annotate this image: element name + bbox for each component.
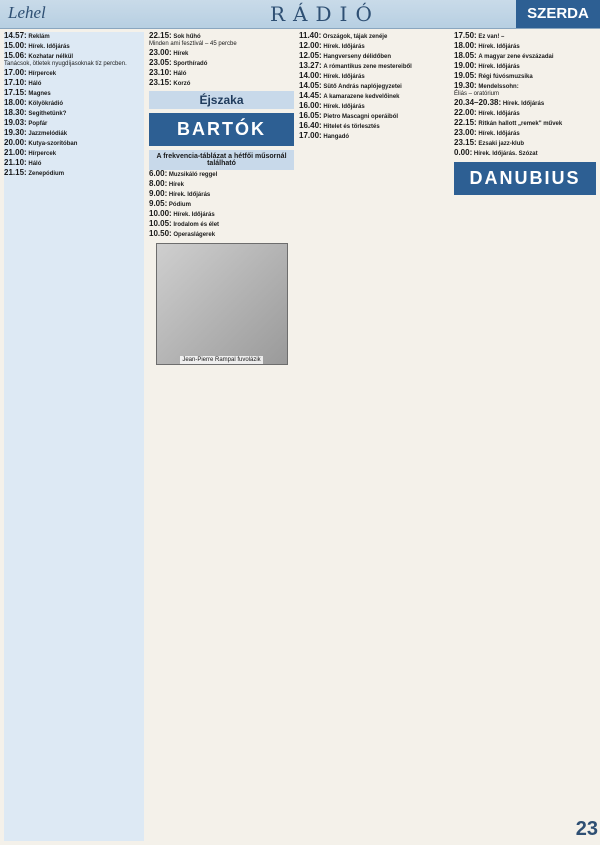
program-time: 19.05: — [454, 71, 477, 80]
program-time: 17.15: — [4, 88, 27, 97]
program-item — [299, 72, 449, 81]
program-item — [454, 109, 596, 118]
program-title: Muzsikáló reggel — [168, 172, 218, 178]
program-item — [4, 32, 144, 41]
program-time: 19.00: — [454, 61, 477, 70]
program-item — [299, 132, 449, 141]
program-item — [299, 122, 449, 131]
program-title: Hírek — [168, 182, 184, 188]
program-item — [4, 69, 144, 78]
page-number: 23 — [575, 818, 598, 840]
program-title: Pódium — [168, 202, 191, 208]
program-time: 21.00: — [4, 148, 27, 157]
program-item — [299, 52, 449, 61]
program-time: 12.00: — [299, 41, 322, 50]
program-time: 19.30: — [4, 128, 27, 137]
program-item — [4, 42, 144, 51]
program-time: 14.00: — [299, 71, 322, 80]
program-title: Sporthíradó — [173, 61, 208, 67]
program-item — [454, 42, 596, 51]
program-time: 10.05: — [149, 219, 172, 228]
program-time: 0.00: — [454, 148, 473, 157]
program-title: Hírek. Időjárás — [478, 111, 520, 117]
program-time: 23.15: — [454, 138, 477, 147]
program-time: 21.15: — [4, 168, 27, 177]
program-item — [299, 102, 449, 111]
program-title: Országok, tájak zenéje — [322, 34, 388, 40]
program-time: 23.00: — [149, 48, 172, 57]
program-time: 13.27: — [299, 61, 322, 70]
program-time: 18.30: — [4, 108, 27, 117]
program-title: Hírek. Időjárás — [173, 212, 215, 218]
program-item — [4, 139, 144, 148]
program-item — [149, 79, 294, 88]
program-title: Segíthetünk? — [28, 111, 67, 117]
program-item — [149, 190, 294, 199]
ad-danubius: DANUBIUS — [454, 162, 596, 195]
program-title: Háló — [173, 71, 187, 77]
program-time: 20.34–20.38: — [454, 98, 502, 107]
program-item — [149, 230, 294, 239]
program-item — [149, 49, 294, 58]
program-time: 9.00: — [149, 189, 168, 198]
program-text: Éliás – oratórium — [454, 91, 500, 97]
program-item — [4, 52, 144, 68]
photo — [156, 243, 288, 365]
program-title: Hírpercek — [28, 71, 57, 77]
program-title: Hitelet és törlesztés — [323, 124, 380, 130]
page-title: RÁDIÓ — [270, 2, 380, 26]
program-item — [4, 119, 144, 128]
program-time: 23.15: — [149, 78, 172, 87]
program-time: 16.40: — [299, 121, 322, 130]
program-item — [149, 200, 294, 209]
program-item — [454, 149, 596, 158]
program-title: Kölyökrádió — [28, 101, 64, 107]
program-title: Mendelssohn: — [478, 84, 519, 90]
program-time: 17.00: — [299, 131, 322, 140]
program-title: A rómantikus zene mestereiből — [323, 64, 412, 70]
program-title: Hírek — [173, 51, 189, 57]
program-time: 22.15: — [149, 32, 172, 40]
program-item — [149, 32, 294, 48]
program-item — [454, 129, 596, 138]
program-item — [299, 42, 449, 51]
program-item — [4, 149, 144, 158]
program-title: Régi fúvósmuzsika — [478, 74, 533, 80]
program-time: 19.03: — [4, 118, 27, 127]
program-title: A magyar zene évszázadai — [478, 54, 554, 60]
program-title: Popfár — [28, 121, 48, 127]
program-item — [454, 72, 596, 81]
program-time: 16.05: — [299, 111, 322, 120]
program-time: 22.00: — [454, 108, 477, 117]
program-time: 23.05: — [149, 58, 172, 67]
program-time: 18.05: — [454, 51, 477, 60]
column-4 — [454, 32, 596, 841]
program-item — [454, 139, 596, 148]
program-item — [454, 119, 596, 128]
program-time: 17.10: — [4, 78, 27, 87]
columns — [4, 32, 596, 841]
program-item — [454, 32, 596, 41]
program-item — [4, 169, 144, 178]
column-2 — [149, 32, 294, 841]
program-item — [454, 82, 596, 98]
program-item — [4, 79, 144, 88]
program-time: 11.40: — [299, 32, 322, 40]
program-title: Pietro Mascagni operáiból — [323, 114, 399, 120]
program-title: Hírek. Időjárás — [478, 131, 520, 137]
program-time: 14.05: — [299, 81, 322, 90]
program-item — [4, 109, 144, 118]
program-time: 17.00: — [4, 68, 27, 77]
program-time: 14.45: — [299, 91, 322, 100]
program-time: 18.00: — [4, 98, 27, 107]
program-item — [454, 62, 596, 71]
program-title: Hangverseny délidőben — [323, 54, 392, 60]
program-time: 10.50: — [149, 229, 172, 238]
program-time: 23.00: — [454, 128, 477, 137]
program-time: 18.00: — [454, 41, 477, 50]
program-time: 17.50: — [454, 32, 477, 40]
page-header — [0, 0, 600, 29]
program-title: A kamarazene kedvelőinek — [323, 94, 400, 100]
brand-label: Lehel — [8, 3, 46, 22]
program-item — [149, 69, 294, 78]
ad-bartok: BARTÓK — [149, 113, 294, 146]
program-title: Operaslágerek — [173, 232, 216, 238]
day-label: SZERDA — [516, 0, 600, 28]
program-time: 12.05: — [299, 51, 322, 60]
program-text: Tanácsok, ötletek nyugdíjasoknak tíz percben. — [4, 61, 127, 67]
program-title: Ezsaki jazz-klub — [478, 141, 525, 147]
program-title: Hírek. Időjárás — [478, 64, 520, 70]
program-item — [149, 220, 294, 229]
program-title: Ritkán hallott „remek" művek — [478, 121, 563, 127]
program-item — [299, 32, 449, 41]
program-time: 16.00: — [299, 101, 322, 110]
program-title: Kutya-szorítóban — [28, 141, 78, 147]
program-time: 21.10: — [4, 158, 27, 167]
program-item — [299, 62, 449, 71]
program-title: Hírpercek — [28, 151, 57, 157]
program-time: 23.10: — [149, 68, 172, 77]
program-item — [149, 210, 294, 219]
program-item — [4, 159, 144, 168]
program-time: 14.57: — [4, 32, 27, 40]
program-time: 6.00: — [149, 169, 168, 178]
program-title: Kozhatar nélkül — [28, 54, 74, 60]
program-item — [454, 52, 596, 61]
program-item — [4, 99, 144, 108]
photo-caption: Jean-Pierre Rampal fuvolázik — [182, 357, 261, 363]
program-item — [299, 92, 449, 101]
program-title: Hírek. Időjárás — [323, 74, 365, 80]
program-title: Sok hűhó — [173, 34, 201, 40]
program-title: Korzó — [173, 81, 191, 87]
program-item — [149, 170, 294, 179]
program-time: 15.00: — [4, 41, 27, 50]
program-title: Háló — [28, 81, 42, 87]
program-title: Reklám — [28, 34, 50, 40]
program-time: 8.00: — [149, 179, 168, 188]
program-title: Hírek. Időjárás — [323, 44, 365, 50]
column-1 — [4, 32, 144, 841]
program-text: Minden ami fesztivál – 45 percbe — [149, 41, 237, 47]
ad-bartok-subtitle: A frekvencia-táblázat a hétfői műsornál található — [149, 150, 294, 170]
program-title: Magnes — [28, 91, 51, 97]
program-time: 19.30: — [454, 81, 477, 90]
program-title: Ez van! – — [478, 34, 505, 40]
program-item — [299, 82, 449, 91]
program-title: Hírek. Időjárás — [168, 192, 211, 198]
program-item — [149, 59, 294, 68]
program-title: Hírek. Időjárás — [502, 101, 545, 107]
program-time: 20.00: — [4, 138, 27, 147]
program-time: 15.06: — [4, 51, 27, 60]
column-3 — [299, 32, 449, 841]
program-item — [454, 99, 596, 108]
program-title: Háló — [28, 161, 42, 167]
program-time: 22.15: — [454, 118, 477, 127]
program-item — [4, 89, 144, 98]
program-title: Zenepódium — [28, 171, 65, 177]
program-time: 9.05: — [149, 199, 168, 208]
program-title: Irodalom és élet — [173, 222, 220, 228]
program-title: Sütő András naplójegyzetei — [323, 84, 402, 90]
program-title: Hírek. Időjárás — [28, 44, 70, 50]
program-title: Hangadó — [323, 134, 350, 140]
program-title: Hírek. Időjárás — [478, 44, 520, 50]
program-item — [299, 112, 449, 121]
program-title: Hírek. Időjárás — [323, 104, 365, 110]
program-time: 10.00: — [149, 209, 172, 218]
program-title: Jazzmelódiák — [28, 131, 68, 137]
program-item — [149, 180, 294, 189]
program-title: Hírek. Időjárás. Szózat — [473, 151, 538, 157]
section-night: Éjszaka — [149, 91, 294, 109]
program-item — [4, 129, 144, 138]
